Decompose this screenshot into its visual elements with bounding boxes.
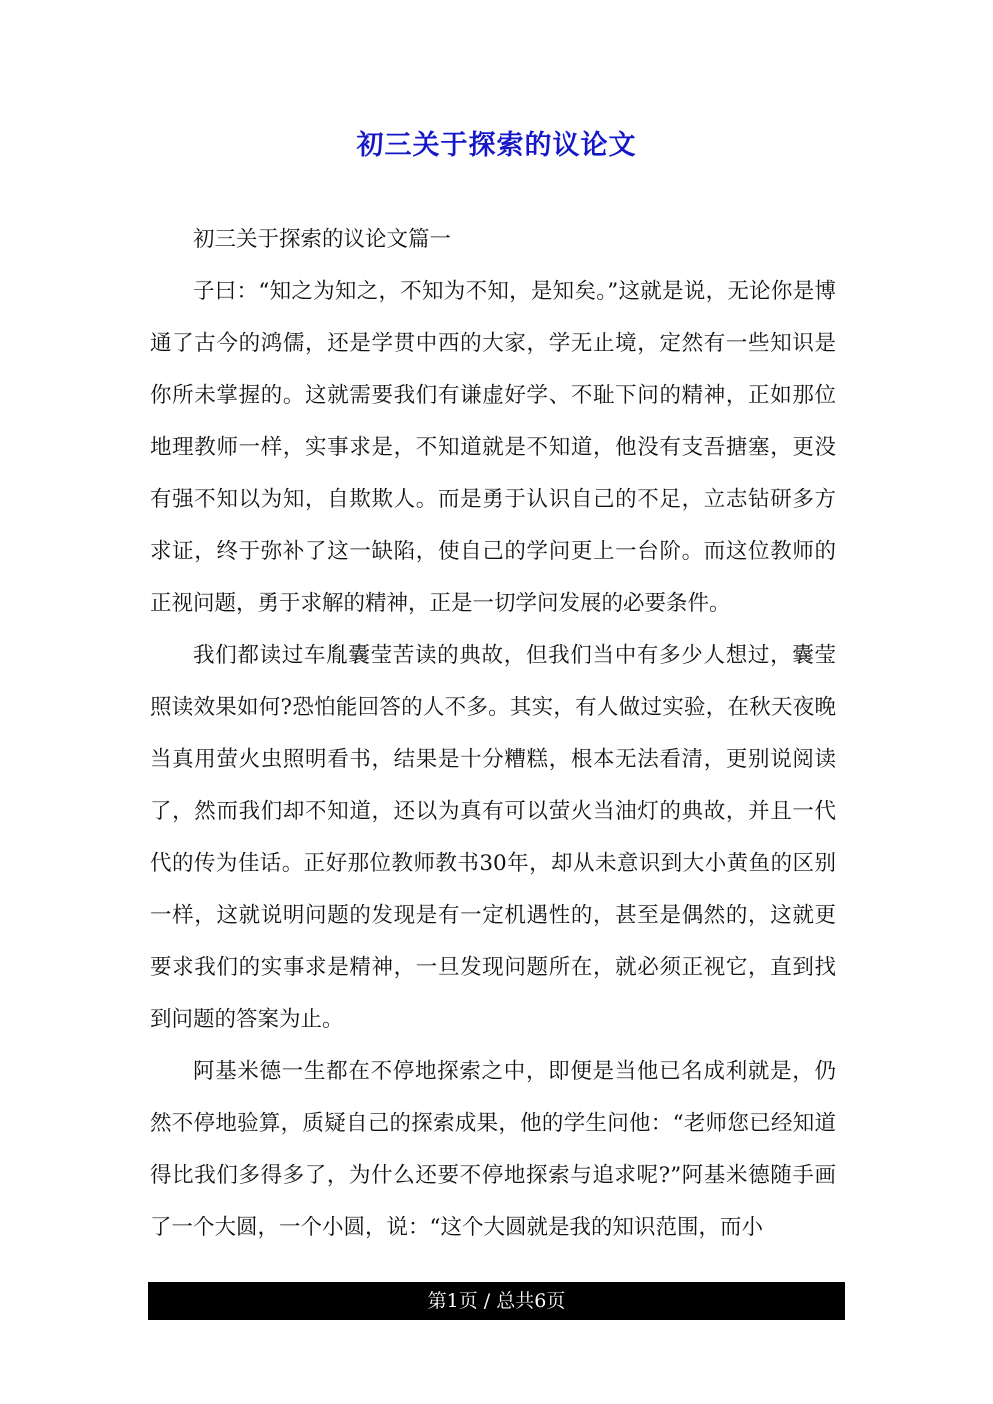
paragraph-3: 阿基米德一生都在不停地探索之中，即便是当他已名成利就是，仍然不停地验算，质疑自己的探索成果，他的学生问他：“老师您已经知道得比我们多得多了，为什么还要不停地探索与追求呢?”阿基米德随手画了一个大圆，一个小圆，说：“这个大圆就是我的知识范围，而小 xyxy=(150,1059,836,1240)
paragraph-1: 子曰：“知之为知之，不知为不知，是知矣。”这就是说，无论你是博通了古今的鸿儒，还是学贯中西的大家，学无止境，定然有一些知识是你所未掌握的。这就需要我们有谦虚好学、不耻下问的精神，正如那位地理教师一样，实事求是，不知道就是不知道，他没有支吾搪塞，更没有强不知以为知，自欺欺人。而是勇于认识自己的不足，立志钻研多方求证，终于弥补了这一缺陷，使自己的学问更上一台阶。而这位教师的正视问题，勇于求解的精神，正是一切学问发展的必要条件。 xyxy=(150,279,836,616)
page-indicator: 第1页 / 总共6页 xyxy=(427,1290,566,1312)
document-body xyxy=(150,214,836,1254)
section-heading: 初三关于探索的议论文篇一 xyxy=(193,227,452,252)
page-title: 初三关于探索的议论文 xyxy=(356,130,637,161)
paragraph-2: 我们都读过车胤囊莹苦读的典故，但我们当中有多少人想过，囊莹照读效果如何?恐怕能回答的人不多。其实，有人做过实验，在秋天夜晚当真用萤火虫照明看书，结果是十分糟糕，根本无法看清，更别说阅读了，然而我们却不知道，还以为真有可以萤火当油灯的典故，并且一代代的传为佳话。正好那位教师教书30年，却从未意识到大小黄鱼的区别一样，这就说明问题的发现是有一定机遇性的，甚至是偶然的，这就更要求我们的实事求是精神，一旦发现问题所在，就必须正视它，直到找到问题的答案为止。 xyxy=(150,643,836,1032)
page-footer-bar xyxy=(148,1282,845,1320)
